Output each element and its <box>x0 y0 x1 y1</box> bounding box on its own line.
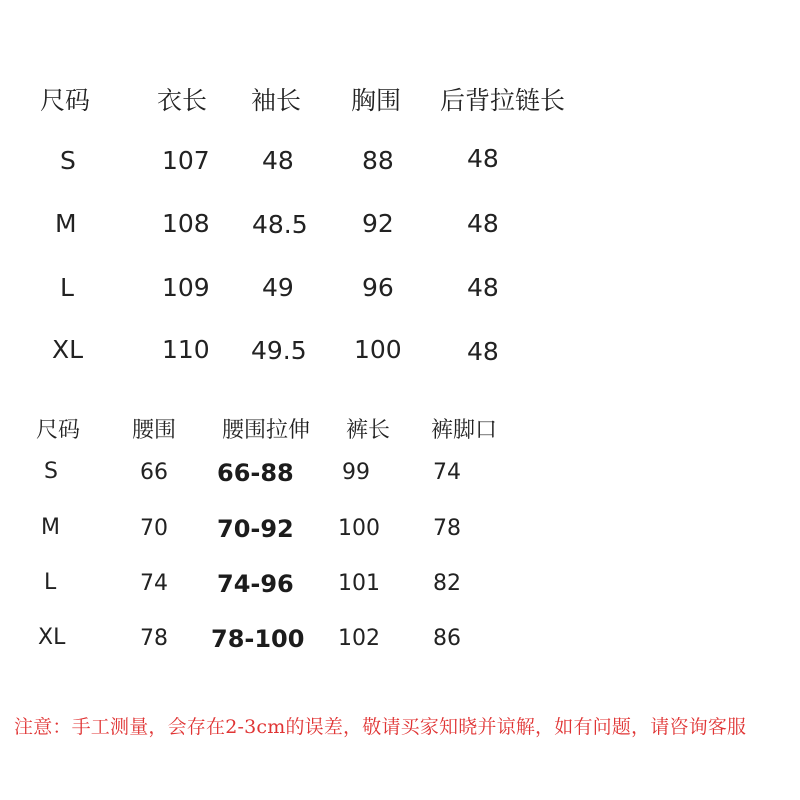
pant-length-cell: 101 <box>338 571 380 596</box>
header-length: 衣长 <box>157 86 208 115</box>
size-cell: S <box>44 459 58 484</box>
waist-stretch-cell: 70-92 <box>217 515 294 543</box>
chest-cell: 96 <box>362 273 394 302</box>
header-size: 尺码 <box>40 86 91 115</box>
size-cell: L <box>60 273 74 302</box>
length-cell: 110 <box>162 335 210 364</box>
leg-opening-cell: 74 <box>433 460 461 485</box>
waist-cell: 74 <box>140 571 168 596</box>
zipper-cell: 48 <box>467 209 499 238</box>
zipper-cell: 48 <box>467 144 499 173</box>
chest-cell: 92 <box>362 209 394 238</box>
sleeve-cell: 49 <box>262 273 294 302</box>
zipper-cell: 48 <box>467 273 499 302</box>
sleeve-cell: 48.5 <box>252 210 308 239</box>
header-leg-opening: 裤脚口 <box>431 418 498 443</box>
size-cell: M <box>55 209 77 238</box>
size-cell: S <box>60 146 76 175</box>
waist-cell: 78 <box>140 626 168 651</box>
sleeve-cell: 49.5 <box>251 336 307 365</box>
pant-length-cell: 99 <box>342 460 370 485</box>
header-chest: 胸围 <box>351 86 402 115</box>
waist-stretch-cell: 66-88 <box>217 459 294 487</box>
header-waist: 腰围 <box>132 418 177 443</box>
header-waist-stretch: 腰围拉伸 <box>222 418 311 443</box>
size-cell: L <box>44 570 57 595</box>
pant-length-cell: 102 <box>338 626 380 651</box>
length-cell: 108 <box>162 209 210 238</box>
leg-opening-cell: 82 <box>433 571 461 596</box>
size-cell: XL <box>38 625 66 650</box>
pant-length-cell: 100 <box>338 516 380 541</box>
leg-opening-cell: 78 <box>433 516 461 541</box>
length-cell: 107 <box>162 146 210 175</box>
waist-cell: 66 <box>140 460 168 485</box>
waist-stretch-cell: 74-96 <box>217 570 294 598</box>
leg-opening-cell: 86 <box>433 626 461 651</box>
waist-stretch-cell: 78-100 <box>211 625 305 653</box>
size-cell: XL <box>52 335 84 364</box>
sleeve-cell: 48 <box>262 146 294 175</box>
measurement-note: 注意：手工测量，会存在2-3cm的误差，敬请买家知晓并谅解，如有问题，请咨询客服 <box>14 716 747 738</box>
header-size: 尺码 <box>36 418 81 443</box>
header-back-zipper: 后背拉链长 <box>440 86 566 115</box>
header-sleeve: 袖长 <box>251 86 302 115</box>
size-cell: M <box>41 515 60 540</box>
zipper-cell: 48 <box>467 337 499 366</box>
length-cell: 109 <box>162 273 210 302</box>
header-pant-length: 裤长 <box>346 418 391 443</box>
chest-cell: 100 <box>354 335 402 364</box>
waist-cell: 70 <box>140 516 168 541</box>
chest-cell: 88 <box>362 146 394 175</box>
